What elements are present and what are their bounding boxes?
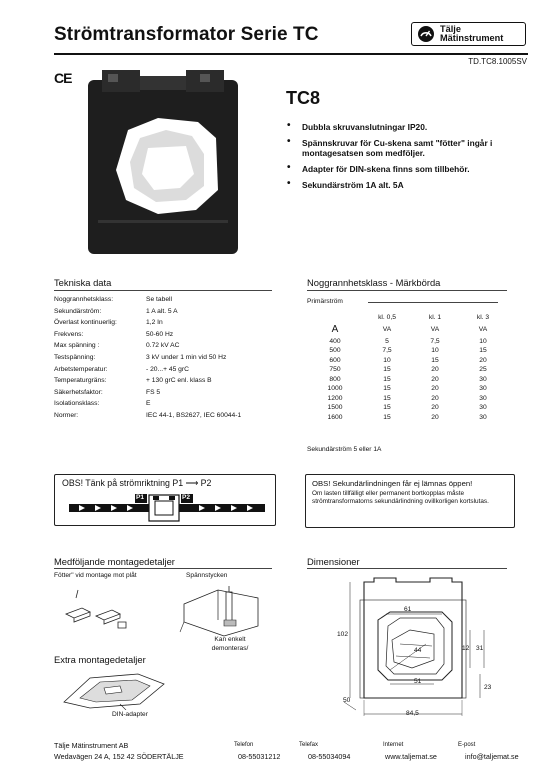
table-cell: 30: [479, 413, 487, 421]
spec-row: [54, 319, 241, 331]
dim-50: 50: [343, 697, 351, 704]
spec-key: Frekvens:: [54, 330, 84, 338]
logo-line2: Mätinstrument: [440, 33, 504, 43]
spec-row: [54, 296, 241, 308]
spec-row: [54, 389, 241, 401]
table-cell: 20: [431, 385, 439, 393]
divider: [54, 568, 272, 569]
table-cell: 20: [431, 375, 439, 383]
page-title: Strömtransformator Serie TC: [54, 24, 319, 45]
spec-value: E: [146, 400, 151, 408]
tech-table: [54, 296, 241, 424]
spec-value: 1,2 In: [146, 319, 163, 327]
spec-value: Se tabell: [146, 296, 173, 303]
spec-row: [54, 366, 241, 378]
table-row: [307, 394, 507, 404]
footer-fax-label: Telefax: [299, 742, 319, 748]
product-model: TC8: [286, 88, 321, 108]
feature-item: • Spännskruvar för Cu-skena samt "fötter" ingår i montagesatsen som medföljer.: [300, 138, 526, 158]
dim-102: 102: [337, 631, 349, 638]
table-cell: 1000: [327, 385, 343, 393]
spec-key: Max spänning :: [54, 342, 100, 350]
unit-cell: VA: [478, 326, 488, 333]
table-cell: 7,5: [430, 337, 440, 345]
table-cell: 30: [479, 375, 487, 383]
table-row: [307, 356, 507, 366]
table-row: [307, 323, 507, 337]
dim-12: 12: [462, 645, 470, 652]
table-cell: 1500: [327, 404, 343, 412]
footer-phone-label: Telefon: [234, 742, 254, 748]
mounting-heading: Medföljande montagedetaljer: [54, 556, 175, 567]
clamp-label: Spännstycken: [186, 572, 228, 579]
table-cell: [307, 313, 363, 323]
table-cell: 20: [431, 413, 439, 421]
spec-key: Temperaturgräns:: [54, 377, 107, 385]
primary-current-label: Primärström: [307, 298, 343, 305]
accuracy-note: Sekundärström 5 eller 1A: [307, 446, 382, 453]
din-adapter-drawing: [60, 668, 172, 710]
feature-list: [286, 122, 526, 196]
table-cell: 20: [431, 394, 439, 402]
dim-51: 51: [414, 678, 422, 685]
spec-value: 0.72 kV AC: [146, 342, 180, 350]
table-cell: 7,5: [382, 347, 392, 355]
spec-value: IEC 44-1, BS2627, IEC 60044-1: [146, 411, 242, 419]
footer-email-link[interactable]: info@taljemat.se: [465, 752, 519, 761]
warning-title: OBS! Sekundärlindningen får ej lämnas öppen!: [312, 479, 473, 488]
header-rule: [54, 53, 528, 55]
table-cell: 5: [385, 337, 389, 345]
spec-row: [54, 354, 241, 366]
spec-key: Sekundärström:: [54, 307, 102, 315]
table-row: [307, 313, 507, 323]
table-cell: 25: [479, 366, 487, 374]
dimension-drawing: [330, 574, 514, 722]
table-cell: 20: [479, 356, 487, 364]
spec-row: [54, 331, 241, 343]
table-cell: 400: [329, 337, 341, 345]
table-cell: 15: [479, 347, 487, 355]
table-row: [307, 337, 507, 347]
tech-heading: Tekniska data: [54, 277, 112, 288]
table-cell: 15: [431, 356, 439, 364]
table-cell: 600: [329, 356, 341, 364]
feature-item: • Dubbla skruvanslutningar IP20.: [300, 122, 526, 132]
warning-body: Om lasten tillfälligt eller permanent bortkopplas måste strömtransformatorns sekundärlindning ovillkorligen kortslutas.: [312, 490, 489, 505]
gauge-icon: [417, 25, 435, 43]
table-cell: 10: [431, 347, 439, 355]
dim-61: 61: [404, 606, 412, 613]
spec-key: Säkerhetsfaktor:: [54, 388, 103, 396]
table-header-cell: kl. 0,5: [378, 314, 396, 322]
spec-value: 1 A alt. 5 A: [146, 307, 178, 315]
din-adapter-label: DIN-adapter: [112, 711, 148, 718]
spec-row: [54, 377, 241, 389]
spec-key: Testspänning:: [54, 353, 96, 361]
dimensions-heading: Dimensioner: [307, 556, 360, 567]
divider: [307, 290, 507, 291]
table-cell: 1200: [327, 394, 343, 402]
divider: [307, 568, 507, 569]
spec-value: - 20...+ 45 grC: [146, 365, 189, 373]
spec-row: [54, 412, 241, 424]
clamp-drawing: [178, 582, 270, 638]
table-cell: 15: [383, 366, 391, 374]
feet-label: Fötter" vid montage mot plåt: [54, 572, 137, 579]
table-row: [307, 384, 507, 394]
spec-key: Noggrannhetsklass:: [54, 296, 114, 303]
divider: [54, 290, 272, 291]
table-cell: 30: [479, 394, 487, 402]
table-cell: 800: [329, 375, 341, 383]
spec-value: 50-60 Hz: [146, 330, 174, 338]
table-row: [307, 346, 507, 356]
feet-drawing: [62, 586, 132, 632]
table-cell: 1600: [327, 413, 343, 421]
unit-cell: A: [331, 324, 339, 335]
dim-84-5: 84,5: [406, 710, 419, 717]
unit-cell: VA: [430, 326, 440, 333]
ce-mark: CE: [54, 70, 72, 86]
table-cell: 30: [479, 404, 487, 412]
spec-value: + 130 grC enl. klass B: [146, 377, 212, 385]
spec-key: Normer:: [54, 411, 79, 419]
feature-item: • Sekundärström 1A alt. 5A: [300, 180, 526, 190]
spec-value: 3 kV under 1 min vid 50 Hz: [146, 353, 227, 361]
warning-box: [305, 474, 515, 528]
table-cell: 15: [383, 413, 391, 421]
table-cell: 20: [431, 404, 439, 412]
table-cell: 30: [479, 385, 487, 393]
divider: [368, 302, 498, 303]
spec-key: Arbetstemperatur:: [54, 365, 108, 373]
footer-web-link[interactable]: www.taljemat.se: [385, 752, 437, 761]
spec-row: [54, 400, 241, 412]
direction-note: OBS! Tänk på strömriktning P1 ⟶ P2: [62, 478, 212, 488]
dim-23: 23: [484, 684, 492, 691]
table-row: [307, 403, 507, 413]
table-header-cell: kl. 3: [476, 314, 490, 322]
accuracy-table: [307, 313, 507, 422]
busbar-diagram: [69, 492, 265, 522]
spec-value: FS 5: [146, 388, 161, 396]
table-row: [307, 375, 507, 385]
footer-phone: 08-55031212: [238, 752, 281, 761]
table-cell: 20: [431, 366, 439, 374]
product-photo: [88, 70, 240, 256]
logo-line1: Tälje: [440, 24, 461, 34]
table-cell: 10: [383, 356, 391, 364]
accuracy-heading: Noggrannhetsklass - Märkbörda: [307, 277, 441, 288]
removable-label: Kan enkelt demonteras/: [211, 636, 249, 652]
company-logo: [411, 22, 526, 46]
unit-cell: VA: [382, 326, 392, 333]
table-cell: 15: [383, 394, 391, 402]
table-cell: 15: [383, 385, 391, 393]
footer-email-label: E-post: [458, 742, 476, 748]
table-cell: 500: [329, 347, 341, 355]
footer-fax: 08-55034094: [308, 752, 351, 761]
spec-key: Isolationsklass:: [54, 400, 100, 408]
spec-key: Överlast kontinuerlig:: [54, 319, 117, 327]
dim-31: 31: [476, 645, 484, 652]
p1-label: P1: [136, 494, 145, 501]
table-cell: 10: [479, 337, 487, 345]
table-row: [307, 365, 507, 375]
footer-web-label: Internet: [383, 742, 404, 748]
footer-company: Tälje Mätinstrument AB: [54, 741, 129, 750]
document-number: TD.TC8.1005SV: [468, 57, 527, 66]
extra-heading: Extra montagedetaljer: [54, 654, 146, 665]
p2-label: P2: [182, 494, 191, 501]
table-cell: 750: [329, 366, 341, 374]
dim-44: 44: [414, 647, 422, 654]
table-header-cell: kl. 1: [428, 314, 442, 322]
table-cell: 15: [383, 404, 391, 412]
footer-address: Wedavägen 24 A, 152 42 SÖDERTÄLJE: [54, 752, 184, 761]
spec-row: [54, 308, 241, 320]
spec-row: [54, 342, 241, 354]
table-row: [307, 413, 507, 423]
feature-item: • Adapter för DIN-skena finns som tillbehör.: [300, 164, 526, 174]
current-direction-box: [54, 474, 276, 526]
table-cell: 15: [383, 375, 391, 383]
